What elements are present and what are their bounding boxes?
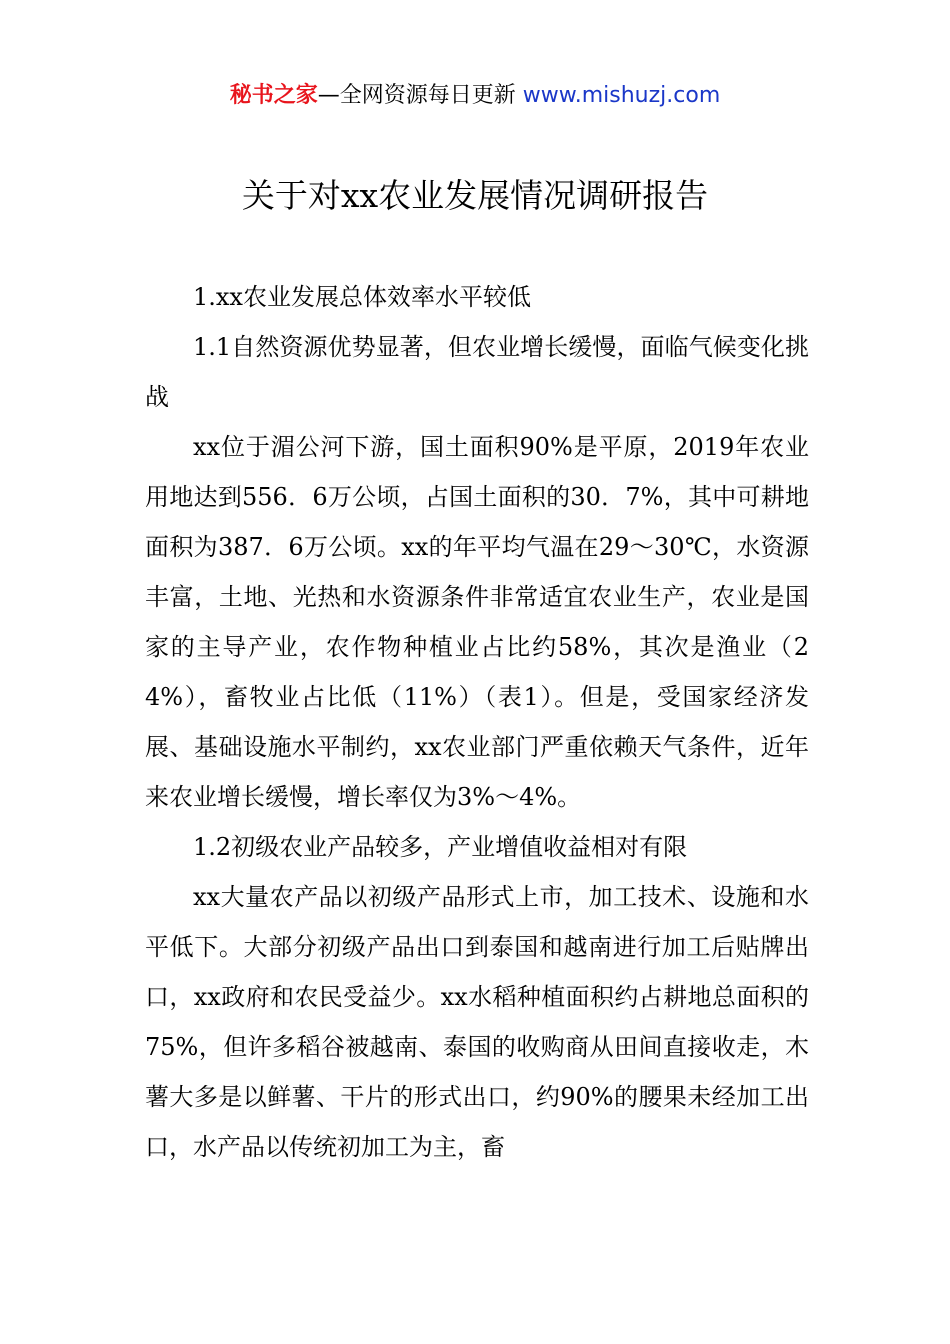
subsection-heading: 1.1自然资源优势显著，但农业增长缓慢，面临气候变化挑战 [145, 333, 809, 411]
body-paragraph: xx大量农产品以初级产品形式上市，加工技术、设施和水平低下。大部分初级产品出口到泰国和越南进行加工后贴牌出口，xx政府和农民受益少。xx水稻种植面积约占耕地总面积的75%，但许多稻谷被越南、泰国的收购商从田间直接收走，木薯大多是以鲜薯、干片的形式出口，约90%的腰果未经加工出口，水产品以传统初加工为主，畜 [145, 883, 809, 1161]
site-slogan: —全网资源每日更新 [317, 83, 516, 108]
document-body [145, 272, 809, 1172]
section-heading: 1.xx农业发展总体效率水平较低 [193, 283, 531, 311]
site-brand: 秘书之家 [229, 83, 318, 108]
site-header [0, 80, 950, 112]
site-url-link[interactable]: www.mishuzj.com [522, 83, 721, 108]
subsection-heading: 1.2初级农业产品较多，产业增值收益相对有限 [193, 833, 688, 861]
document-title: 关于对xx农业发展情况调研报告 [241, 176, 709, 215]
body-paragraph: xx位于湄公河下游，国土面积90%是平原，2019年农业用地达到556．6万公顷，占国土面积的30．7%，其中可耕地面积为387．6万公顷。xx的年平均气温在29～30℃，水资源丰富，土地、光热和水资源条件非常适宜农业生产，农业是国家的主导产业，农作物种植业占比约58%，其次是渔业（24%），畜牧业占比低（11%）（表1）。但是，受国家经济发展、基础设施水平制约，xx农业部门严重依赖天气条件，近年来农业增长缓慢，增长率仅为3%～4%。 [145, 433, 809, 811]
